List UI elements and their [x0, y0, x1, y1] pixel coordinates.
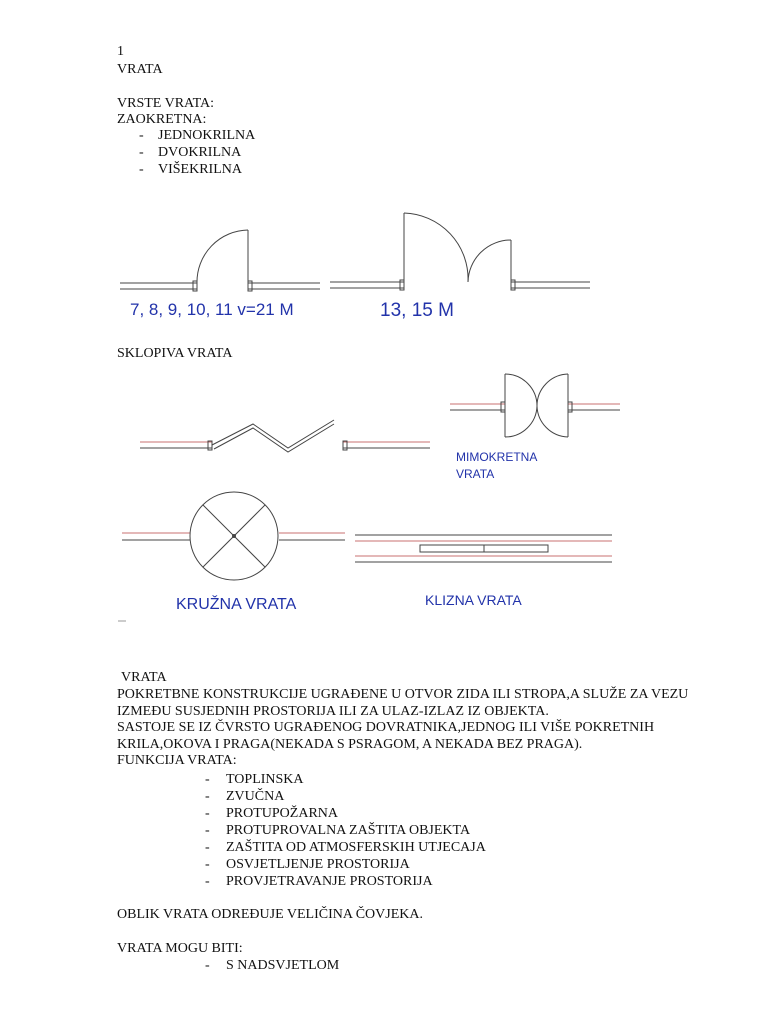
function-item: PROTUPROVALNA ZAŠTITA OBJEKTA	[226, 823, 471, 838]
function-item: PROTUPOŽARNA	[226, 806, 339, 821]
list-dash: -	[205, 840, 210, 855]
figure-label-single: 7, 8, 9, 10, 11 v=21 M	[130, 300, 294, 319]
function-item: OSVJETLJENJE PROSTORIJA	[226, 857, 410, 872]
function-item: TOPLINSKA	[226, 772, 304, 787]
paragraph-line: SASTOJE SE IZ ČVRSTO UGRAĐENOG DOVRATNIKA,JEDNOG ILI VIŠE POKRETNIH	[117, 720, 655, 735]
double-acting-door-drawing	[450, 374, 620, 437]
list-dash: -	[205, 789, 210, 804]
revolving-door-label: KRUŽNA VRATA	[176, 596, 297, 613]
paragraph-line: IZMEĐU SUSJEDNIH PROSTORIJA ILI ZA ULAZ-IZLAZ IZ OBJEKTA.	[117, 703, 549, 719]
can-be-item: S NADSVJETLOM	[226, 958, 340, 973]
list-dash: -	[205, 806, 210, 821]
list-dash: -	[205, 958, 210, 973]
list-item: DVOKRILNA	[158, 145, 242, 160]
definition-paragraph	[117, 687, 717, 770]
double-leaf-door-drawing	[330, 213, 590, 290]
list-dash: -	[205, 772, 210, 787]
list-dash: -	[205, 857, 210, 872]
function-item: PROVJETRAVANJE PROSTORIJA	[226, 874, 433, 889]
swinging-door-label: MIMOKRETNA	[456, 450, 538, 464]
paragraph-line: POKRETBNE KONSTRUKCIJE UGRAĐENE U OTVOR ZIDA ILI STROPA,A SLUŽE ZA VEZU	[117, 687, 689, 702]
sliding-door-label: KLIZNA VRATA	[425, 592, 522, 608]
list-dash: -	[139, 145, 144, 160]
paragraph-line: KRILA,OKOVA I PRAGA(NEKADA S PSRAGOM, A NEKADA BEZ PRAGA).	[117, 736, 583, 752]
list-dash: -	[139, 162, 144, 177]
list-dash: -	[205, 874, 210, 889]
function-item: ZAŠTITA OD ATMOSFERSKIH UTJECAJA	[226, 840, 486, 855]
list-item: JEDNOKRILNA	[158, 128, 256, 143]
list-item: VIŠEKRILNA	[158, 162, 242, 177]
section-title: VRATA	[121, 670, 167, 685]
list-dash: -	[139, 128, 144, 143]
list-dash: -	[205, 823, 210, 838]
function-item: ZVUČNA	[226, 789, 285, 804]
sliding-door-drawing	[355, 535, 612, 562]
page-title: VRATA	[117, 62, 163, 77]
page-number: 1	[117, 44, 124, 59]
types-heading: VRSTE VRATA:	[117, 96, 215, 111]
single-leaf-door-drawing	[120, 230, 320, 291]
figure-label-double: 13, 15 M	[380, 300, 454, 321]
swing-heading: ZAOKRETNA:	[117, 112, 207, 127]
folding-heading: SKLOPIVA VRATA	[117, 346, 233, 361]
folding-door-drawing	[140, 420, 430, 452]
shape-note: OBLIK VRATA ODREĐUJE VELIČINA ČOVJEKA.	[117, 907, 423, 922]
revolving-door-drawing	[122, 492, 345, 580]
swinging-door-label: VRATA	[456, 467, 495, 481]
paragraph-line: FUNKCIJA VRATA:	[117, 753, 237, 768]
can-be-heading: VRATA MOGU BITI:	[117, 941, 243, 956]
